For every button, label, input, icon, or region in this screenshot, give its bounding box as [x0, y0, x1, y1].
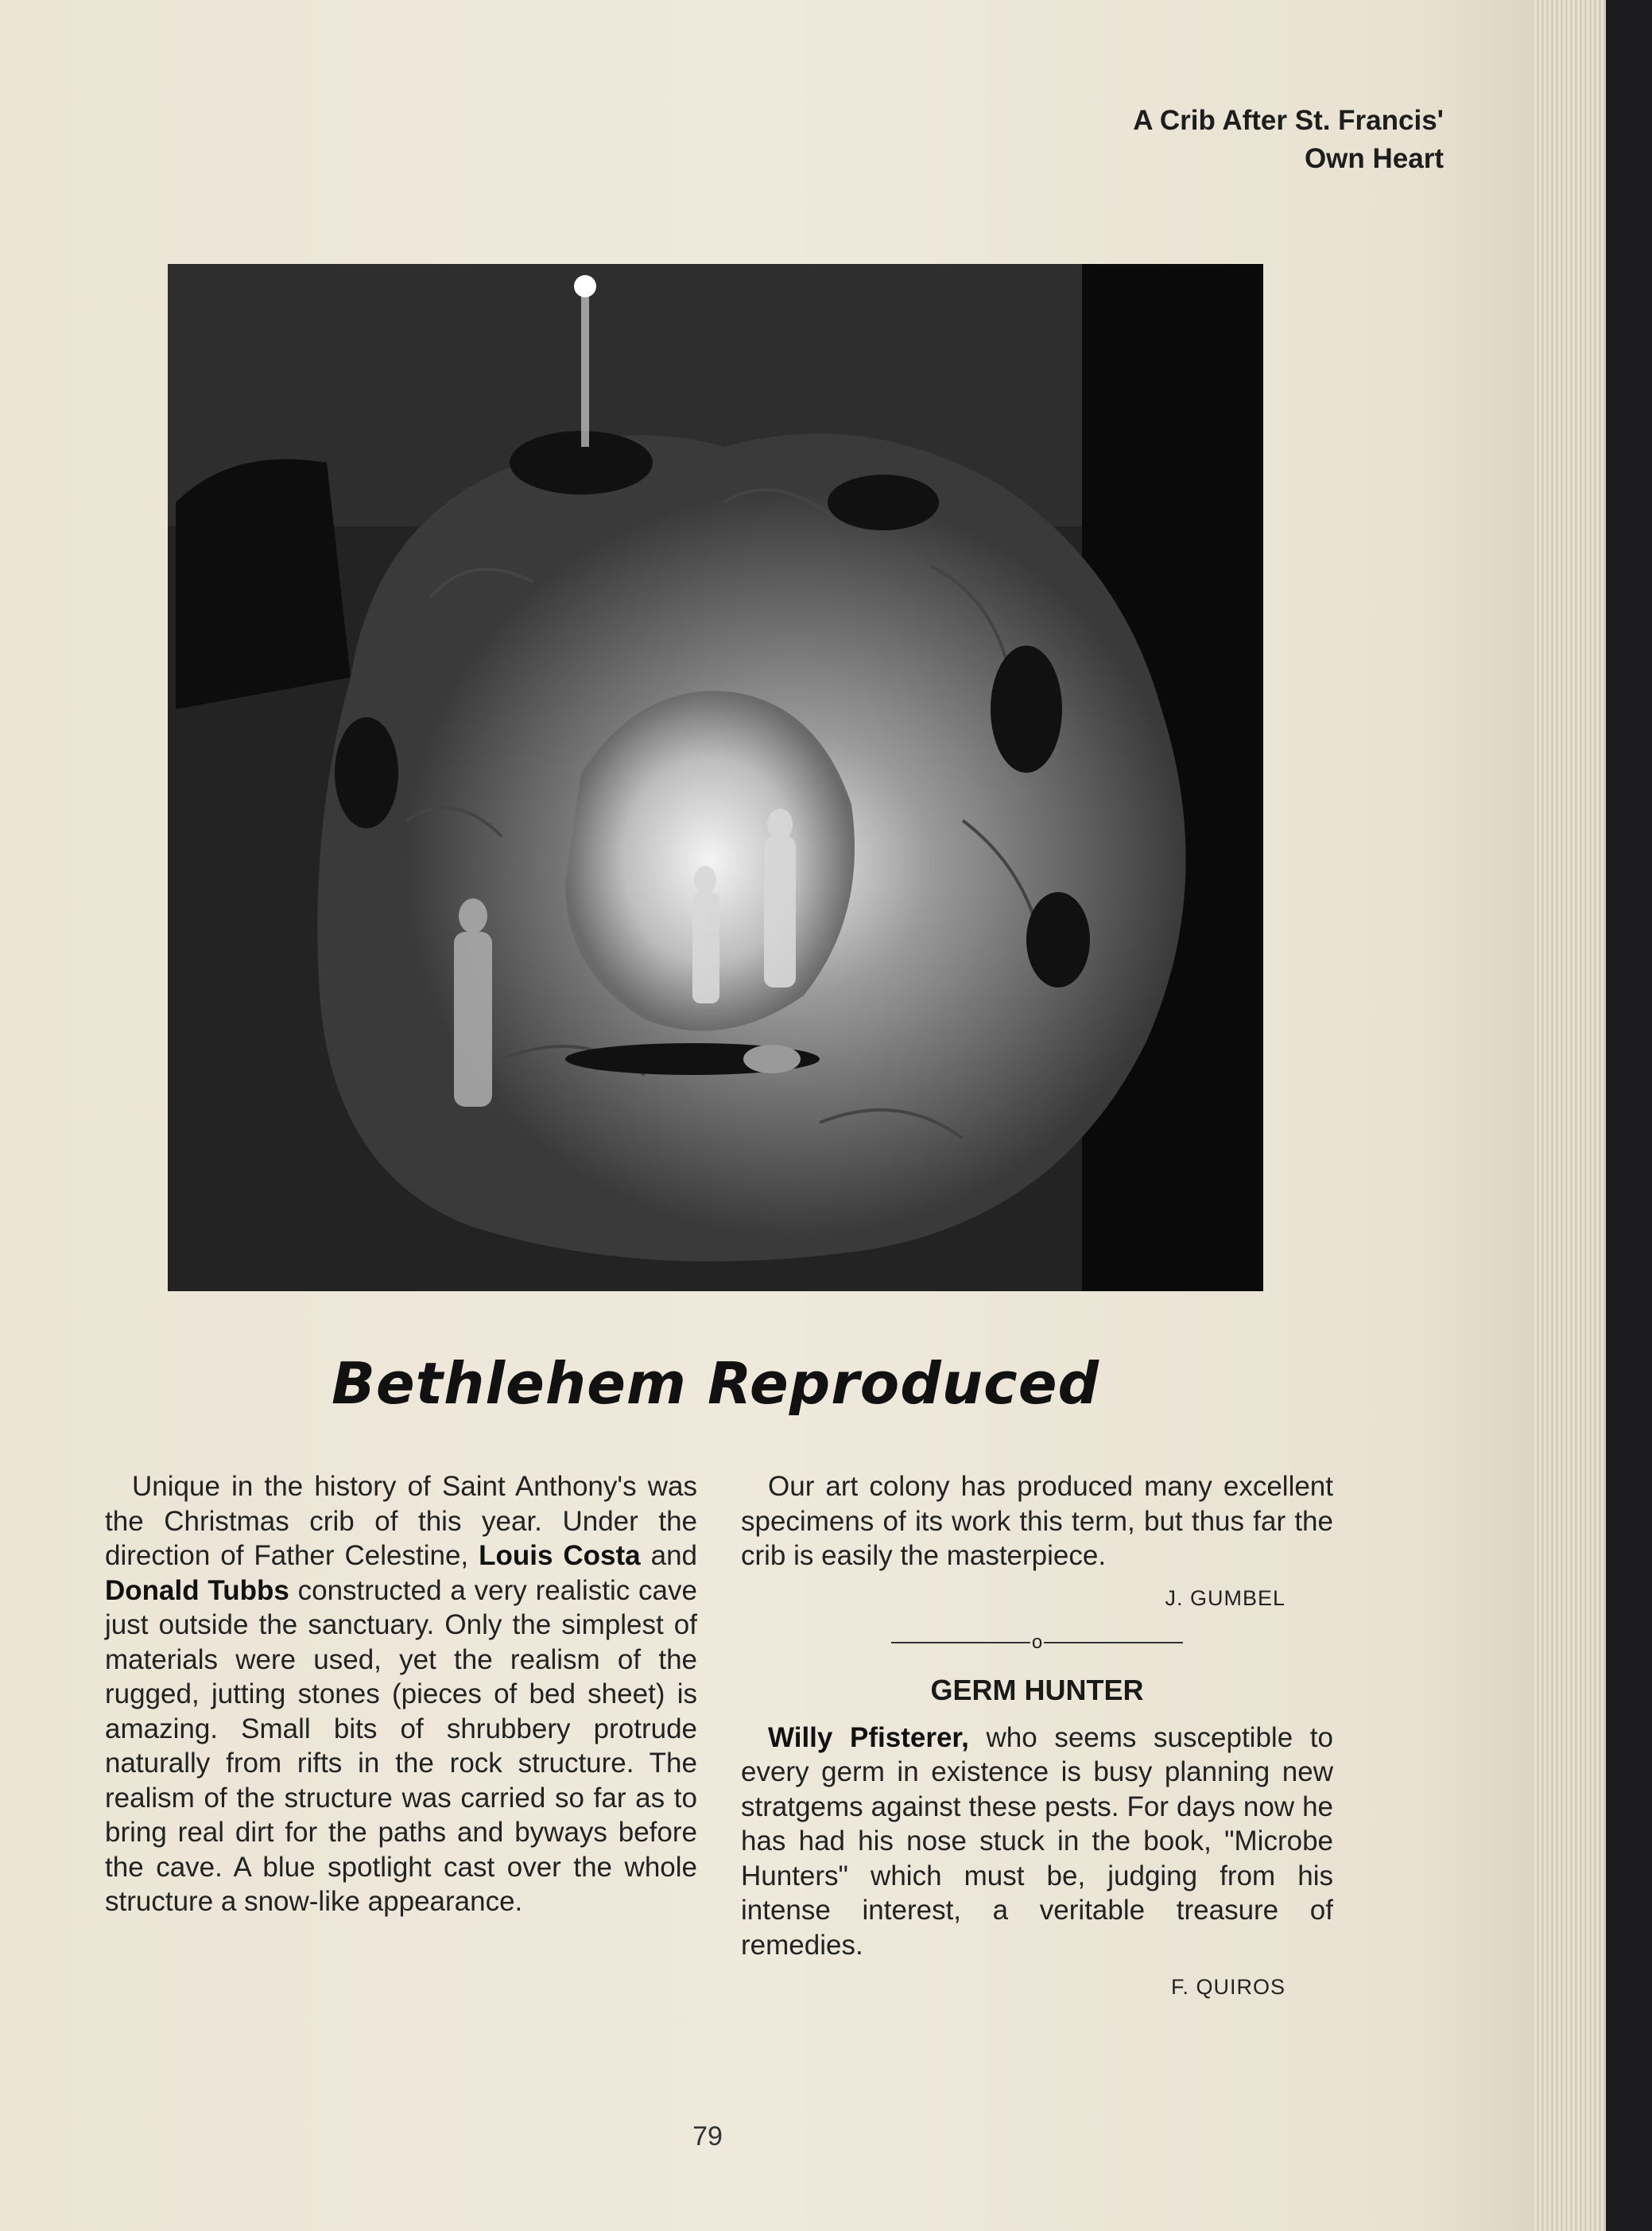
- germ-hunter-heading: GERM HUNTER: [930, 1674, 1144, 1706]
- book-cover: [1606, 0, 1652, 2231]
- divider-line-left: [891, 1642, 1030, 1643]
- article-left-column: [105, 1469, 697, 1919]
- article-title: Bethlehem Reproduced: [331, 1350, 1100, 1417]
- body-text-1: Unique in the history of Saint Anthony's was the Christmas crib of this year. Under the direction of Father Celestine,: [105, 1471, 697, 1571]
- nativity-crib-photo: [168, 264, 1263, 1291]
- page-number: 79: [692, 2121, 723, 2151]
- page-edges: [1534, 0, 1606, 2231]
- divider-line-right: [1044, 1642, 1183, 1643]
- caption-line-1: A Crib After St. Francis': [1133, 105, 1444, 136]
- section-divider: [741, 1632, 1333, 1653]
- student-name-willy-pfisterer: Willy Pfisterer,: [768, 1721, 969, 1753]
- caption-line-2: Own Heart: [1304, 143, 1444, 174]
- germ-hunter-text: who seems susceptible to every germ in existence is busy planning new stratgems against these pests. For days now he has had his nose stuck in the book, "Microbe Hunters" which must be, judging from his intense interest, a veritable treasure of remedies.: [741, 1721, 1333, 1961]
- student-name-louis-costa: Louis Costa: [479, 1540, 641, 1571]
- article-right-column: [741, 1469, 1333, 2005]
- student-name-donald-tubbs: Donald Tubbs: [105, 1574, 289, 1606]
- germ-hunter-signature: F. QUIROS: [1170, 1975, 1286, 1999]
- body-text-3: constructed a very realistic cave just outside the sanctuary. Only the simplest of materials were used, yet the realism of the rugged, jutting stones (pieces of bed sheet) is amazing. Small bits of shrubbery protrude naturally from rifts in the rock structure. The realism of the structure was carried so far as to bring real dirt for the paths and byways before the cave. A blue spotlight cast over the whole structure a snow-like appearance.: [105, 1574, 697, 1917]
- germ-hunter-body: [741, 1721, 1333, 1963]
- article-signature: J. GUMBEL: [1165, 1585, 1286, 1610]
- photo-caption: [1133, 102, 1444, 178]
- article-body: [105, 1469, 697, 1919]
- divider-mark: o: [1031, 1632, 1043, 1653]
- article-continuation: Our art colony has produced many excellent specimens of its work this term, but thus far the crib is easily the masterpiece.: [741, 1471, 1333, 1571]
- body-text-2: and: [640, 1540, 697, 1571]
